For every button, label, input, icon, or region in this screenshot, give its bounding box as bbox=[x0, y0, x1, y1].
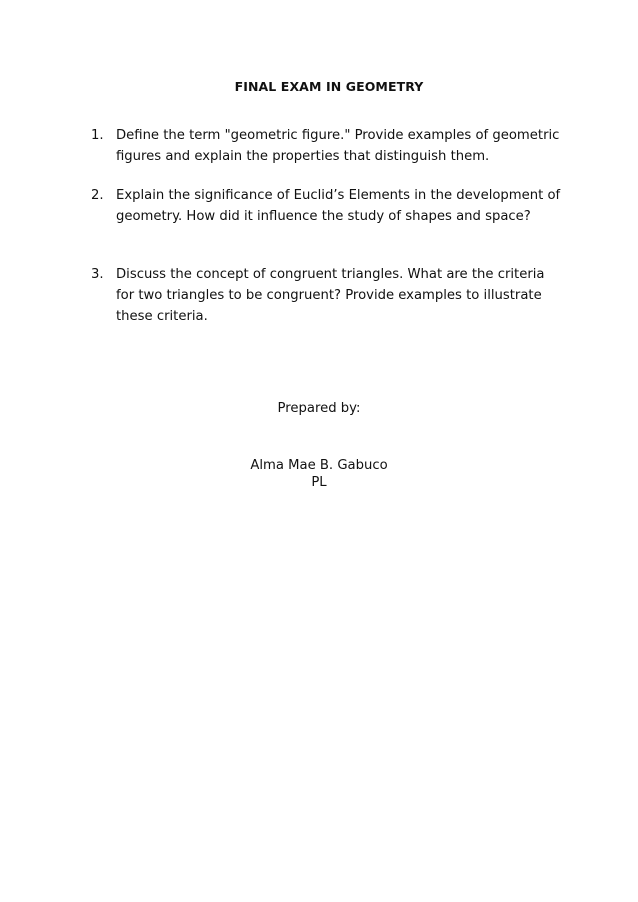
signature-block bbox=[0, 457, 638, 491]
prepared-by-label: Prepared by: bbox=[277, 401, 361, 416]
preparer-name: Alma Mae B. Gabuco bbox=[250, 458, 388, 473]
question-1-text: Define the term "geometric figure." Provide examples of geometric figures and explain the properties that distinguish them. bbox=[116, 128, 560, 164]
preparer-title: PL bbox=[311, 475, 327, 490]
question-3-number: 3. bbox=[91, 267, 104, 282]
exam-title: FINAL EXAM IN GEOMETRY bbox=[234, 79, 424, 94]
question-2-text: Explain the significance of Euclid’s Elements in the development of geometry. How did it influence the study of shapes and space? bbox=[116, 188, 561, 224]
question-1-number: 1. bbox=[91, 128, 104, 143]
question-3 bbox=[91, 264, 561, 327]
question-1 bbox=[91, 125, 561, 167]
question-2 bbox=[91, 185, 561, 227]
question-3-text: Discuss the concept of congruent triangles. What are the criteria for two triangles to be congruent? Provide examples to illustrate these criteria. bbox=[116, 267, 545, 324]
question-2-number: 2. bbox=[91, 188, 104, 203]
